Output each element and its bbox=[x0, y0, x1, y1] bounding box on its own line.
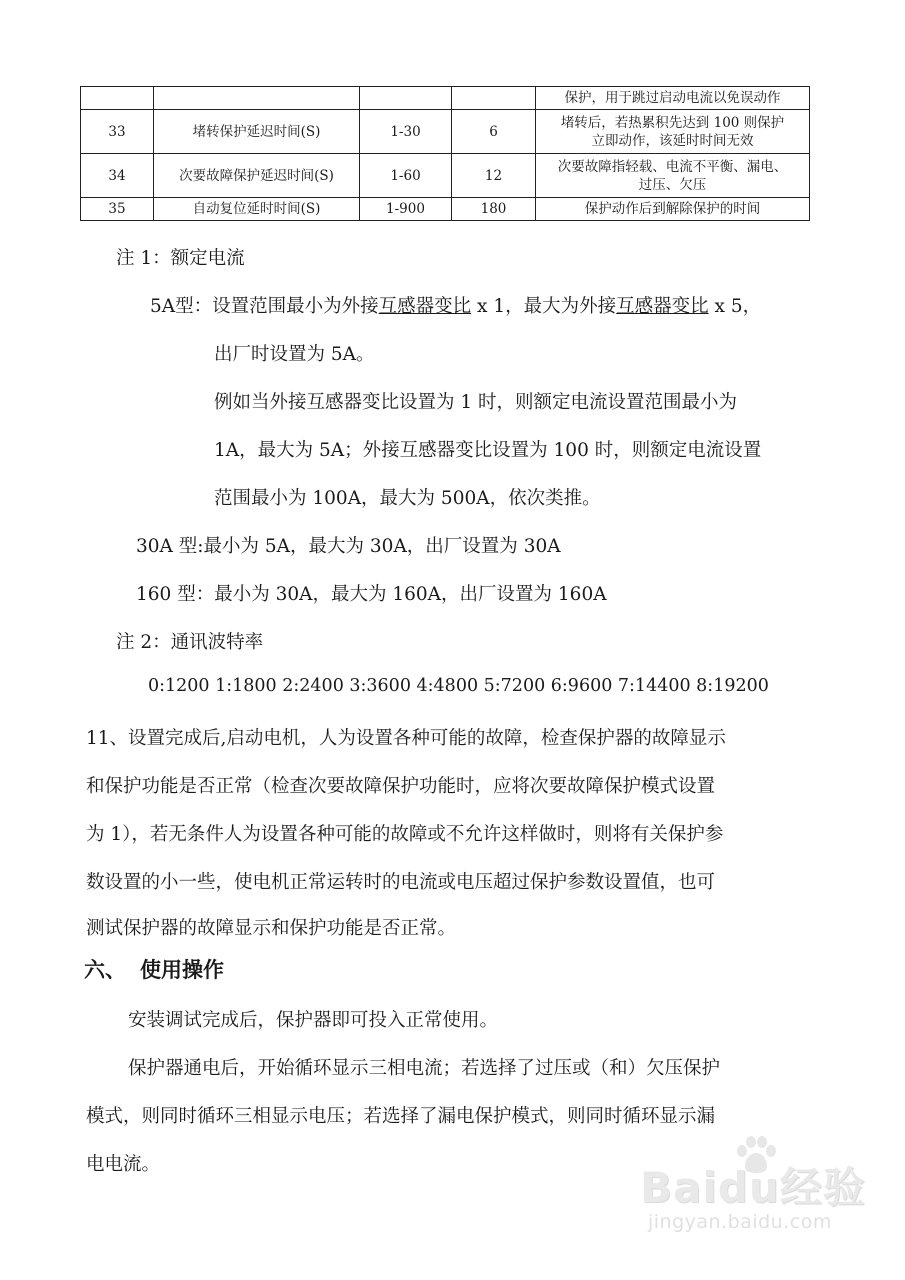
note1-example-line2: 1A，最大为 5A；外接互感器变比设置为 100 时，则额定电流设置 bbox=[214, 440, 762, 461]
section6-para1: 安装调试完成后，保护器即可投入正常使用。 bbox=[128, 1010, 499, 1031]
step11-line2: 和保护功能是否正常（检查次要故障保护功能时，应将次要故障保护模式设置 bbox=[86, 776, 716, 797]
parameter-table bbox=[80, 86, 810, 221]
cell-no: 33 bbox=[81, 110, 154, 154]
baidu-watermark bbox=[640, 1135, 885, 1245]
cell-default: 6 bbox=[452, 110, 536, 154]
note1-example-line3: 范围最小为 100A，最大为 500A，依次类推。 bbox=[214, 488, 601, 509]
cell-default: 12 bbox=[452, 154, 536, 198]
table-row bbox=[81, 87, 810, 110]
step11-line4: 数设置的小一些，使电机正常运转时的电流或电压超过保护参数设置值，也可 bbox=[86, 872, 716, 893]
cell-range bbox=[360, 87, 452, 110]
cell-no bbox=[81, 87, 154, 110]
table-row bbox=[81, 154, 810, 198]
cell-no: 34 bbox=[81, 154, 154, 198]
section6-para2-line3: 电电流。 bbox=[86, 1154, 161, 1175]
baidu-url-text: jingyan.baidu.com bbox=[648, 1211, 832, 1233]
note1-5a-line1: 5A型：设置范围最小为外接互感器变比 x 1，最大为外接互感器变比 x 5， bbox=[150, 296, 762, 317]
note1-title: 注 1：额定电流 bbox=[116, 248, 245, 269]
cell-range: 1-30 bbox=[360, 110, 452, 154]
section6-heading: 六、 使用操作 bbox=[84, 958, 224, 982]
step11-line3: 为 1），若无条件人为设置各种可能的故障或不允许这样做时，则将有关保护参 bbox=[86, 824, 724, 845]
cell-name bbox=[154, 87, 360, 110]
cell-range: 1-900 bbox=[360, 198, 452, 221]
step11-line5: 测试保护器的故障显示和保护功能是否正常。 bbox=[86, 918, 457, 939]
step11-line1: 11、设置完成后,启动电机，人为设置各种可能的故障，检查保护器的故障显示 bbox=[86, 728, 726, 749]
table-row bbox=[81, 198, 810, 221]
note1-30a-line: 30A 型:最小为 5A，最大为 30A，出厂设置为 30A bbox=[136, 536, 561, 557]
cell-desc: 堵转后，若热累积先达到 100 则保护 立即动作，该延时时间无效 bbox=[536, 110, 810, 154]
section6-para2-line2: 模式，则同时循环三相显示电压；若选择了漏电保护模式，则同时循环显示漏 bbox=[86, 1106, 716, 1127]
cell-name: 自动复位延时时间(S) bbox=[154, 198, 360, 221]
cell-desc: 次要故障指轻载、电流不平衡、漏电、 过压、欠压 bbox=[536, 154, 810, 198]
note2-title: 注 2：通讯波特率 bbox=[116, 632, 264, 653]
cell-range: 1-60 bbox=[360, 154, 452, 198]
note1-5a-line2: 出厂时设置为 5A。 bbox=[214, 344, 375, 365]
note1-example-line1: 例如当外接互感器变比设置为 1 时，则额定电流设置范围最小为 bbox=[214, 392, 738, 413]
cell-default: 180 bbox=[452, 198, 536, 221]
table-row bbox=[81, 110, 810, 154]
cell-no: 35 bbox=[81, 198, 154, 221]
note2-baud-list: 0:1200 1:1800 2:2400 3:3600 4:4800 5:7200 6:9600 7:14400 8:19200 bbox=[148, 676, 769, 696]
note1-160-line: 160 型：最小为 30A，最大为 160A，出厂设置为 160A bbox=[136, 584, 607, 605]
cell-name: 堵转保护延迟时间(S) bbox=[154, 110, 360, 154]
cell-desc: 保护动作后到解除保护的时间 bbox=[536, 198, 810, 221]
cell-default bbox=[452, 87, 536, 110]
cell-name: 次要故障保护延迟时间(S) bbox=[154, 154, 360, 198]
cell-desc: 保护，用于跳过启动电流以免误动作 bbox=[536, 87, 810, 110]
section6-para2-line1: 保护器通电后，开始循环显示三相电流；若选择了过压或（和）欠压保护 bbox=[128, 1058, 721, 1079]
baidu-brand-text: Baidu经验 bbox=[640, 1163, 866, 1212]
